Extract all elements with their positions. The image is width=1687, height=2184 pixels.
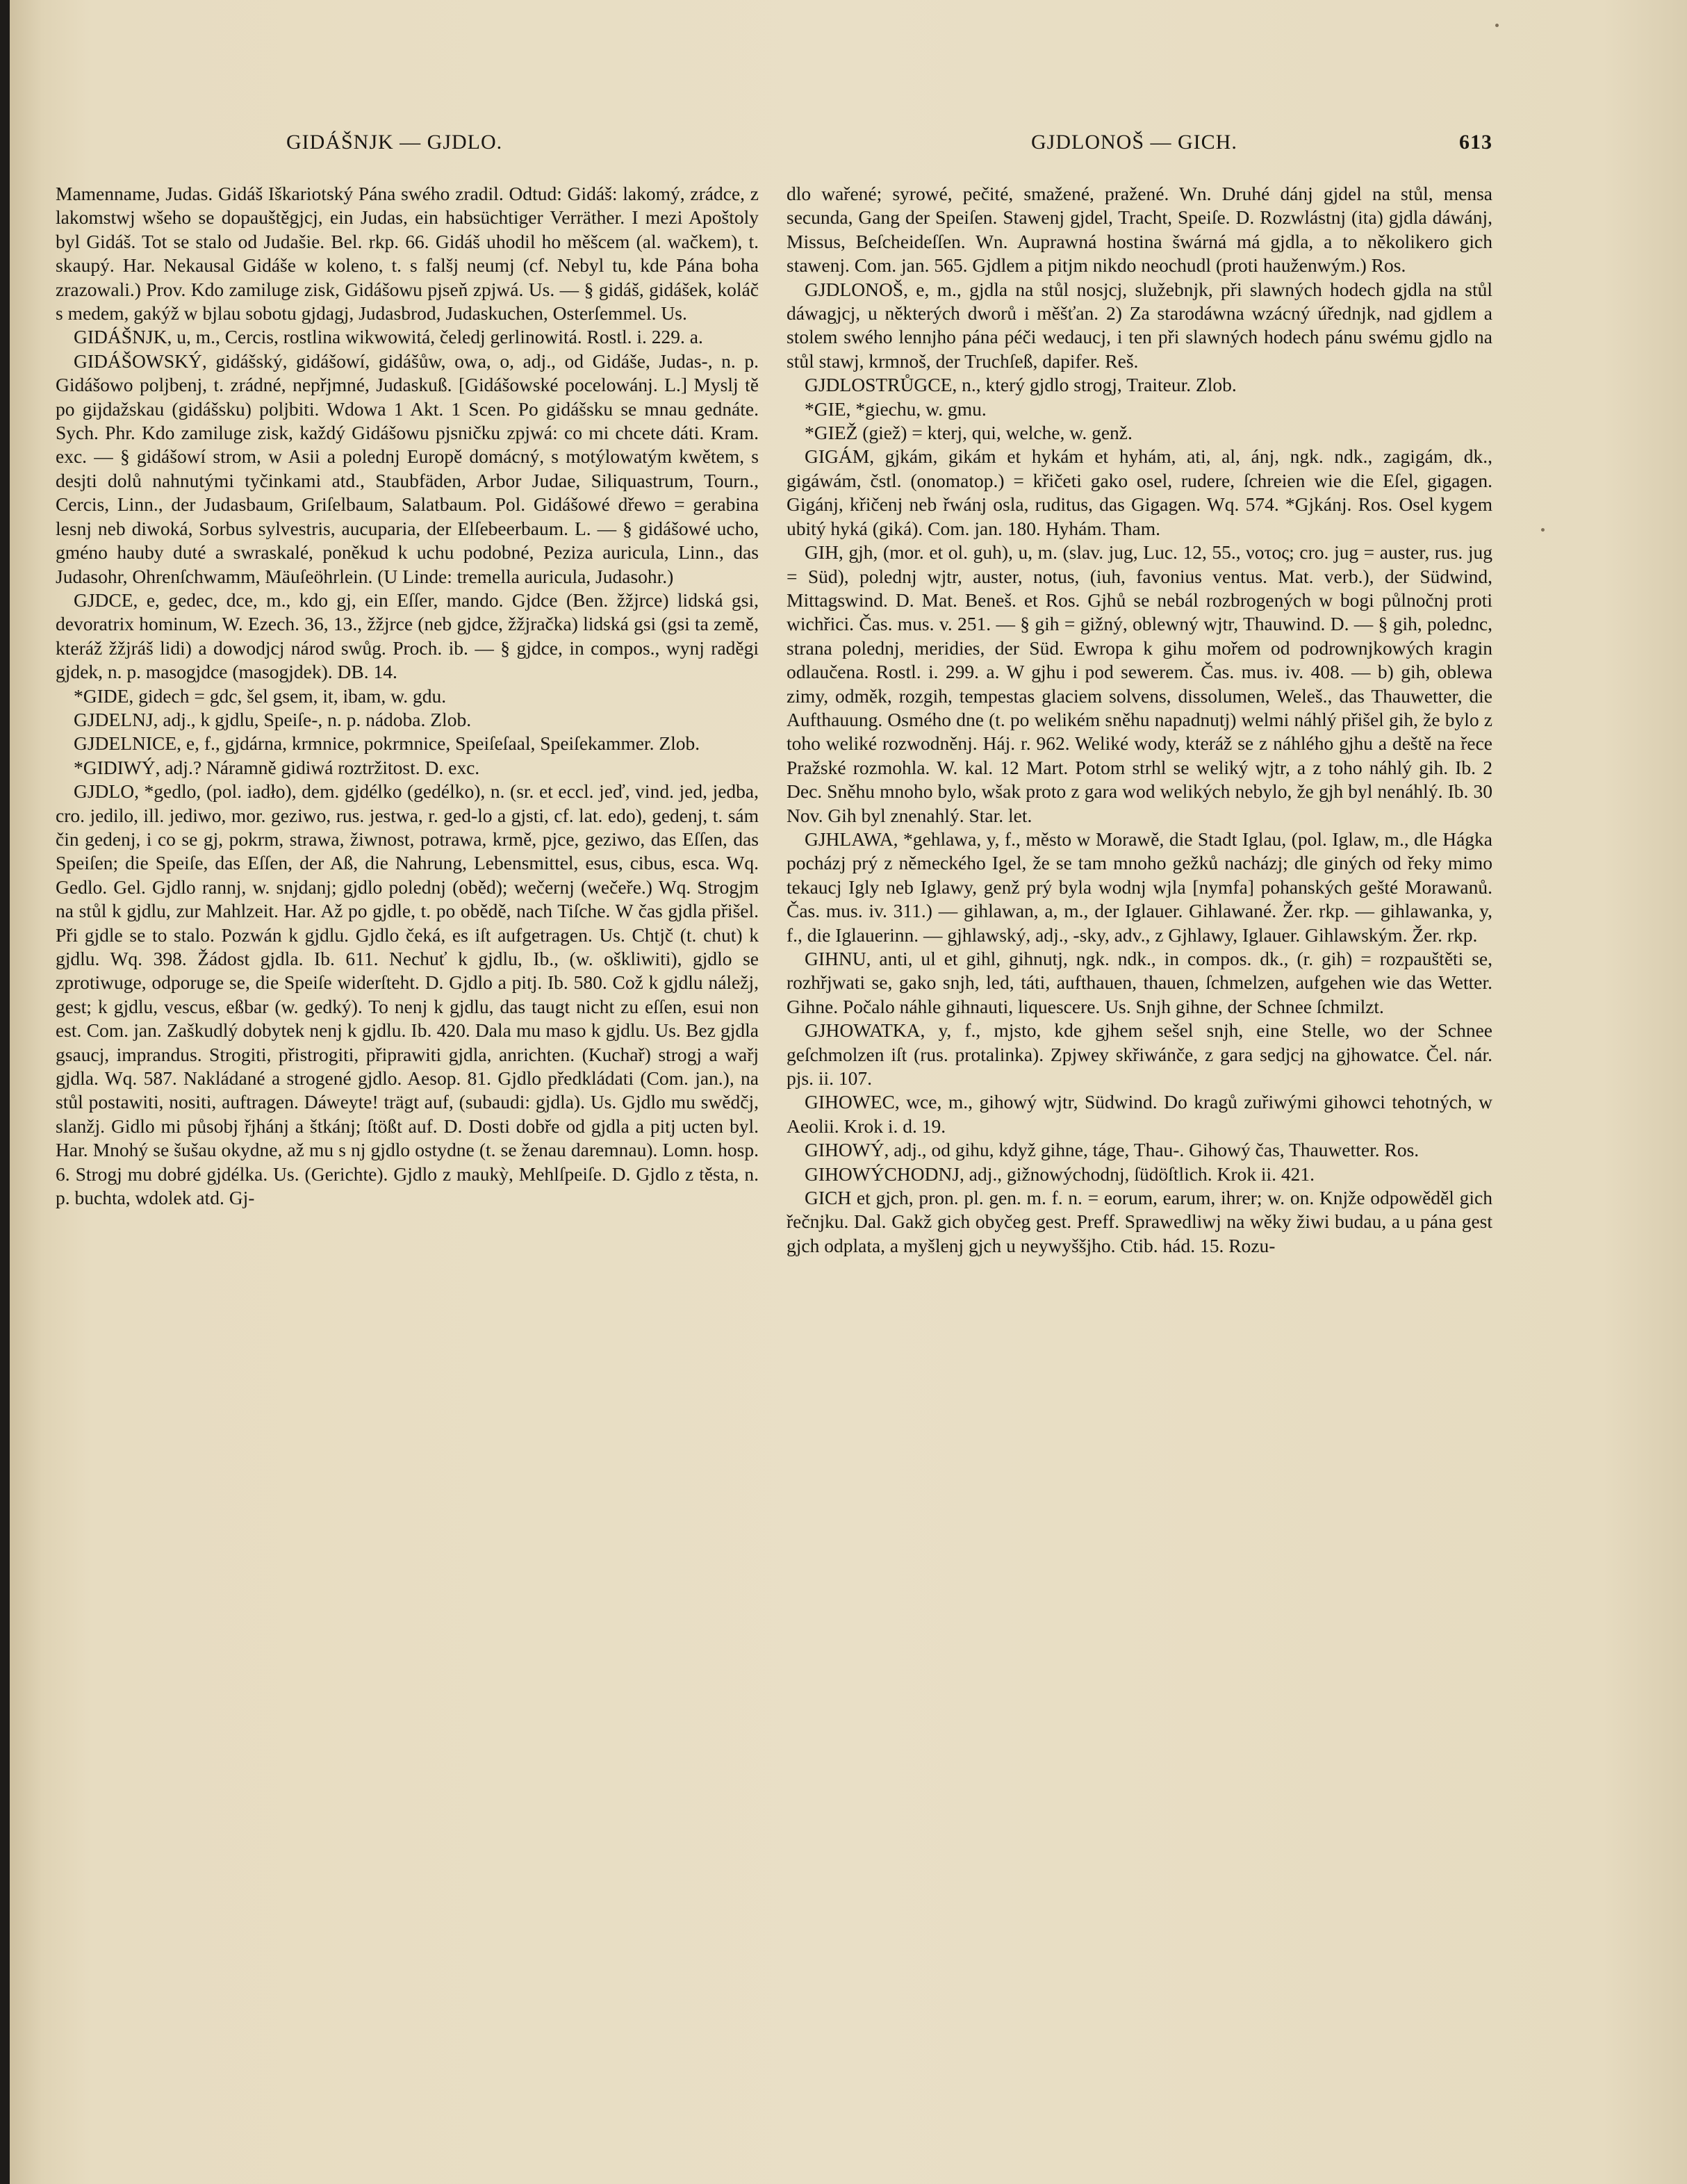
running-head-right: GJDLONOŠ — GICH. [1031, 131, 1237, 154]
entry-paragraph: GIHOWÝ, adj., od gihu, když gihne, táge, Thau-. Gihowý čas, Thauwetter. Ros. [805, 1139, 1419, 1161]
running-head-left: GIDÁŠNJK — GJDLO. [286, 131, 503, 154]
entry-paragraph: GIHOWÝCHODNJ, adj., gižnowýchodnj, ſüdöſtlich. Krok ii. 421. [805, 1163, 1315, 1185]
entry-paragraph: Mamenname, Judas. Gidáš Iškariotský Pána swého zradil. Odtud: Gidáš: lakomý, zrádce, z lakomstwj wšeho se dopauštěgjcj, ein Judas, ein habsüchtiger Verräther. I mezi Apoštoly byl Gidáš. Tot se stalo od Judašie. Bel. rkp. 66. Gidáš uhodil ho měšcem (al. wačkem), t. skaupý. Har. Nekausal Gidáše w koleno, t. s falšj neumj (cf. Nebyl tu, kde Pána boha zrazowali.) Prov. Kdo zamiluge zisk, Gidášowu pjseň zpjwá. Us. — § gidáš, gidášek, koláč s medem, gakýž w bjlau sobotu gjdagj, Judasbrod, Judaskuchen, Osterſemmel. Us. [56, 183, 759, 325]
entry-paragraph: GIDÁŠNJK, u, m., Cercis, rostlina wikwowitá, čeledj gerlinowitá. Rostl. i. 229. a. [74, 326, 703, 348]
paper-speck [1495, 24, 1499, 27]
paper-speck [1541, 528, 1545, 532]
entry-paragraph: GJDELNICE, e, f., gjdárna, krmnice, pokrmnice, Speiſeſaal, Speiſekammer. Zlob. [74, 732, 700, 755]
entry-paragraph: GIHOWEC, wce, m., gihowý wjtr, Südwind. Do kragů zuřiwými gihowci tehotných, w Aeolii. Krok i. d. 19. [787, 1091, 1492, 1137]
entry-paragraph: dlo wařené; syrowé, pečité, smažené, pražené. Wn. Druhé dánj gjdel na stůl, mensa secunda, Gang der Speiſen. Stawenj gjdel, Tracht, Speiſe. D. Rozwlástnj (ita) gjdla dáwánj, Missus, Beſcheideſſen. Wn. Auprawná hostina šwárná má gjdla, a to několikero gich stawenj. Com. jan. 565. Gjdlem a pitjm nikdo neochudl (proti hauženwým.) Ros. [787, 183, 1492, 277]
entry-paragraph: *GIDE, gidech = gdc, šel gsem, it, ibam, w. gdu. [74, 684, 447, 707]
entry-paragraph: GIDÁŠOWSKÝ, gidášský, gidášowí, gidášůw, owa, o, adj., od Gidáše, Judas-, n. p. Gidášowo poljbenj, t. zrádné, nepřjmné, Judaskuß. [Gidášowské pocelowánj. L.] Myslj tě po gijdažskau (gidášsku) poljbiti. Wdowa 1 Akt. 1 Scen. Po gidášsku se mnau gednáte. Sych. Phr. Kdo zamiluge zisk, každý Gidášowu pjsničku zpjwá: co mi chcete dáti. Kram. exc. — § gidášowí strom, w Asii a polednj Europě domácný, s motýlowatým kwětem, s desjti dolů nahnutými tyčinkami atd., Staubfäden, Arbor Judae, Siliquastrum, Tourn., Cercis, Linn., der Judasbaum, Griſelbaum, Salatbaum. Pol. Gidášowé dřewo = gerabina lesnj neb diwoká, Sorbus sylvestris, aucuparia, der Elſebeerbaum. L. — § gidášowé ucho, gméno hauby duté a swraskalé, poněkud k uchu podobné, Peziza auricula, Linn., das Judasohr, Ohrenſchwamm, Mäuſeöhrlein. (U Linde: tremella auricula, Judasohr.) [56, 350, 759, 587]
entry-paragraph: *GIDIWÝ, adj.? Náramně gidiwá roztržitost. D. exc. [74, 756, 480, 778]
entry-paragraph: GJDLOSTRŮGCE, n., který gjdlo strogj, Traiteur. Zlob. [805, 374, 1237, 396]
entry-paragraph: GJDCE, e, gedec, dce, m., kdo gj, ein Eſſer, mando. Gjdce (Ben. žžjrce) lidská gsi, devoratrix hominum, W. Ezech. 36, 13., žžjrce (neb gjdce, žžjračka) lidská gsi (gsi ta země, kteráž žžjráš lidi) a dowodjcj národ swůg. Proch. ib. — § gjdce, in compos., wynj raděgi gjdek, n. p. masogjdce (masogjdek). DB. 14. [56, 589, 759, 683]
right-column [787, 182, 1492, 1258]
book-gutter [0, 0, 10, 2184]
entry-paragraph: GJHLAWA, *gehlawa, y, f., město w Morawě, die Stadt Iglau, (pol. Iglaw, m., dle Hágka pocházj prý z německého Igel, že se tam mnoho gežků nacházj; dle giných od řeky mimo tekaucj Igly neb Iglawy, genž prý byla wodnj wjla [nymfa] pohanských gešté Morawanů. Čas. mus. iv. 311.) — gihlawan, a, m., der Iglauer. Gihlawané. Žer. rkp. — gihlawanka, y, f., die Iglauerinn. — gjhlawský, adj., -sky, adv., z Gjhlawy, Iglauer. Gihlawským. Žer. rkp. [787, 828, 1492, 946]
entry-paragraph: GJDLONOŠ, e, m., gjdla na stůl nosjcj, služebnjk, při slawných hodech gjdla na stůl dáwagjcj, u některých dworů i měšťan. 2) Za starodáwna wzácný úřednjk, nad gjdlem a stolem swého lennjho pána péči wedaucj, i ten při slawných hodech pánu swému gjdlo na stůl stawj, krmnoš, der Truchſeß, dapifer. Reš. [787, 278, 1492, 372]
entry-paragraph: GIHNU, anti, ul et gihl, gihnutj, ngk. ndk., in compos. dk., (r. gih) = rozpauštěti se, rozhřjwati se, gako snjh, led, táti, aufthauen, thauen, ſchmelzen, aufgehen wie das Wetter. Gihne. Počalo náhle gihnauti, liquescere. Us. Snjh gihne, der Schnee ſchmilzt. [787, 948, 1492, 1017]
entry-paragraph: *GIE, *giechu, w. gmu. [805, 397, 987, 420]
entry-paragraph: GIH, gjh, (mor. et ol. guh), u, m. (slav. jug, Luc. 12, 55., νοτος; cro. jug = auster, rus. jug = Süd), polednj wjtr, auster, notus, (iuh, favonius ventus. Mat. verb.), der Südwind, Mittagswind. D. Mat. Beneš. et Ros. Gjhů se nebál rozbrogených w bogi půlnočnj proti wichřici. Čas. mus. v. 251. — § gih = gižný, oblewný wjtr, Thauwind. D. — § gih, polednc, strana polednj, meridies, der Süd. Ewropa k gihu mořem od podrownjkowých kragin odlaučena. Rostl. i. 299. a. W gjhu i pod sewerem. Čas. mus. iv. 408. — b) gih, oblewa zimy, odměk, rozgih, tempestas glaciem solvens, dissolumen, Weleš., das Thauwetter, die Aufthauung. Osmého dne (t. po welikém sněhu napadnutj) welmi náhlý přišel gih, že bylo z toho weliké rozwodněnj. Háj. r. 962. Weliké wody, kteráž se z náhlého gjhu a deště na řece Pražské rozmohla. W. kal. 12 Mart. Potom strhl se weliký wjtr, a z toho náhlý gih. Ib. 2 Dec. Sněhu mnoho bylo, wšak proto z gara wod welikých nebylo, že gjh byl nenáhlý. Ib. 30 Nov. Gih byl znenahlý. Star. let. [787, 541, 1492, 826]
entry-paragraph: GJHOWATKA, y, f., mjsto, kde gjhem sešel snjh, eine Stelle, wo der Schnee geſchmolzen iſt (rus. protalinka). Zpjwey skřiwánče, z gara sedjcj na gjhowatce. Čel. nár. pjs. ii. 107. [787, 1019, 1492, 1090]
entry-paragraph: GIGÁM, gjkám, gikám et hykám et hyhám, ati, al, ánj, ngk. ndk., zagigám, dk., gigáwám, čstl. (onomatop.) = křičeti gako osel, rudere, ſchreien wie die Eſel, gigagen. Gigánj, křičenj neb řwánj osla, ruditus, das Gigagen. Wq. 574. *Gjkánj. Ros. Osel kygem ubitý hyká (giká). Com. jan. 180. Hyhám. Tham. [787, 445, 1492, 539]
entry-paragraph: GICH et gjch, pron. pl. gen. m. f. n. = eorum, earum, ihrer; w. on. Knjže odpowěděl gich řečnjku. Dal. Gakž gich obyčeg gest. Preff. Sprawedliwj na wěky žiwi budau, a u pána gest gjch odplata, a myšlenj gjch u neywyššjho. Ctib. hád. 15. Rozu- [787, 1187, 1492, 1256]
page-number: 613 [1459, 131, 1492, 154]
entry-paragraph: *GIEŽ (giež) = kterj, qui, welche, w. genž. [805, 422, 1133, 444]
left-column [56, 182, 759, 1210]
book-page [8, 0, 1687, 2184]
entry-paragraph: GJDLO, *gedlo, (pol. iadło), dem. gjdélko (gedélko), n. (sr. et eccl. jeď, vind. jed, jedba, cro. jedilo, ill. jediwo, mor. geziwo, rus. jestwa, r. ged-lo a gjsti, cf. lat. edo), gedenj, t. sám čin gedenj, i co se gj, pokrm, strawa, žiwnost, potrawa, krmě, pjce, geziwo, das Eſſen, das Speiſen; die Speiſe, das Eſſen, der Aß, die Nahrung, Lebensmittel, esus, cibus, esca. Wq. Gedlo. Gel. Gjdlo rannj, w. snjdanj; gjdlo polednj (oběd); wečernj (wečeře.) Wq. Strogjm na stůl k gjdlu, zur Mahlzeit. Har. Až po gjdle, t. po obědě, nach Tiſche. W čas gjdla přišel. Při gjdle se to stalo. Pozwán k gjdlu. Gjdlo čeká, es iſt aufgetragen. Us. Chtjč (t. chut) k gjdlu. Wq. 398. Žádost gjdla. Ib. 611. Nechuť k gjdlu, Ib., (w. oškliwiti), gjdlo se zprotiwuge, odporuge se, die Speiſe widerſteht. D. Gjdlo a pitj. Ib. 580. Což k gjdlu náležj, gest; k gjdlu, vescus, eßbar (w. gedký). To nenj k gjdlu, das taugt nicht zu eſſen, esui non est. Com. jan. Zaškudlý dobytek nenj k gjdlu. Ib. 420. Dala mu maso k gjdlu. Us. Bez gjdla gsaucj, imprandus. Strogiti, přistrogiti, připrawiti gjdla, anrichten. (Kuchař) strogj a wařj gjdla. Wq. 587. Nakládané a strogené gjdlo. Aesop. 81. Gjdlo předkládati (Com. jan.), na stůl postawiti, nositi, auftragen. Dáweyte! trägt auf, (subaudi: gjdla). Us. Gjdlo mu swědčj, slanžj. Gidlo mi působj řjhánj a štkánj; ſtößt auf. D. Dosti dobře od gjdla a pitj ucten byl. Har. Mnohý se šušau okydne, až mu s nj gjdlo ostydne (t. se ženau daremnau). Lomn. hosp. 6. Strogj mu dobré gjdélka. Us. (Gerichte). Gjdlo z maukỳ, Mehlſpeiſe. D. Gjdlo z těsta, n. p. buchta, wdolek atd. Gj- [56, 780, 759, 1209]
entry-paragraph: GJDELNJ, adj., k gjdlu, Speiſe-, n. p. nádoba. Zlob. [74, 708, 472, 730]
